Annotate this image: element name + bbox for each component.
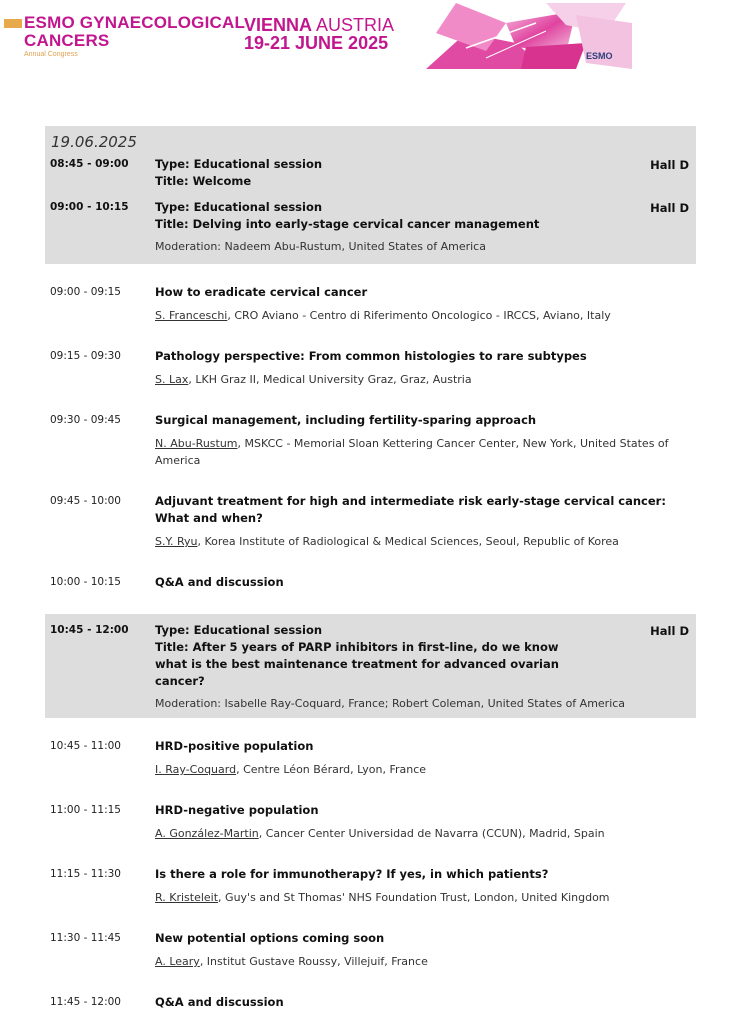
talk-time: 09:45 - 10:00 (50, 495, 121, 507)
talk-speaker (155, 761, 686, 778)
session-time: 10:45 - 12:00 (50, 624, 129, 636)
talk-details (155, 802, 686, 842)
session-details (155, 156, 632, 190)
session-row (45, 199, 696, 259)
speaker-name-link[interactable]: N. Abu-Rustum (155, 437, 238, 450)
speaker-affiliation: , Cancer Center Universidad de Navarra (CCUN), Madrid, Spain (258, 827, 605, 840)
talk-time: 09:15 - 09:30 (50, 350, 121, 362)
talk-speaker (155, 307, 686, 324)
talk-speaker (155, 825, 686, 842)
session-header-block (45, 614, 696, 718)
speaker-affiliation: , MSKCC - Memorial Sloan Kettering Cancer Center, New York, United States of America (155, 437, 669, 467)
talk-speaker (155, 533, 686, 550)
program-table (45, 126, 696, 1016)
talk-row (45, 348, 696, 412)
congress-badge-icon (4, 19, 22, 28)
speaker-affiliation: , Institut Gustave Roussy, Villejuif, France (199, 955, 428, 968)
session-details (155, 622, 592, 690)
talk-row (45, 930, 696, 994)
talk-details (155, 412, 686, 469)
session-type: Type: Educational session (155, 623, 323, 637)
talk-title: HRD-negative population (155, 803, 319, 817)
congress-subtitle: Annual Congress (24, 51, 78, 58)
talk-title: Is there a role for immunotherapy? If yes, in which patients? (155, 867, 549, 881)
venue-city: VIENNA (244, 15, 313, 35)
session-hall: Hall D (650, 158, 689, 172)
talk-speaker (155, 953, 686, 970)
talk-details (155, 348, 686, 388)
talk-time: 09:30 - 09:45 (50, 414, 121, 426)
talk-time: 10:00 - 10:15 (50, 576, 121, 588)
talk-row (45, 493, 696, 574)
speaker-name-link[interactable]: S. Franceschi (155, 309, 228, 322)
speaker-affiliation: , LKH Graz II, Medical University Graz, Graz, Austria (188, 373, 472, 386)
esmo-logo: ESMO (586, 51, 613, 61)
talk-title: Pathology perspective: From common histologies to rare subtypes (155, 349, 587, 363)
session-header-block (45, 126, 696, 264)
talk-title: Q&A and discussion (155, 995, 284, 1009)
talk-row (45, 994, 696, 1016)
venue-country: AUSTRIA (316, 15, 395, 35)
talk-time: 09:00 - 09:15 (50, 286, 121, 298)
session-type: Type: Educational session (155, 157, 323, 171)
session-title: Title: Welcome (155, 174, 252, 188)
talk-details (155, 493, 686, 550)
session-moderation: Moderation: Isabelle Ray-Coquard, France; Robert Coleman, United States of America (155, 697, 626, 710)
session-type: Type: Educational session (155, 200, 323, 214)
speaker-name-link[interactable]: S.Y. Ryu (155, 535, 198, 548)
session-details (155, 199, 632, 255)
talk-row (45, 574, 696, 612)
talk-row (45, 738, 696, 802)
talk-speaker (155, 435, 686, 469)
speaker-name-link[interactable]: R. Kristeleit (155, 891, 219, 904)
session-title: Title: Delving into early-stage cervical cancer management (155, 217, 540, 231)
session-row (45, 156, 696, 199)
session-moderation-wrap (155, 695, 686, 712)
talk-details (155, 738, 686, 778)
talk-time: 11:00 - 11:15 (50, 804, 121, 816)
talk-row (45, 284, 696, 348)
speaker-name-link[interactable]: A. González-Martin (155, 827, 259, 840)
talk-time: 11:30 - 11:45 (50, 932, 121, 944)
talk-details (155, 994, 686, 1011)
congress-banner (0, 0, 747, 72)
talk-details (155, 574, 686, 591)
speaker-name-link[interactable]: A. Leary (155, 955, 200, 968)
speaker-affiliation: , Korea Institute of Radiological & Medical Sciences, Seoul, Republic of Korea (197, 535, 619, 548)
session-hall: Hall D (650, 201, 689, 215)
congress-name-line1: ESMO GYNAECOLOGICAL (24, 13, 246, 32)
session-title: Title: After 5 years of PARP inhibitors in first-line, do we know what is the best maintenance treatment for advanced ovarian cancer? (155, 640, 559, 688)
talk-details (155, 930, 686, 970)
speaker-name-link[interactable]: S. Lax (155, 373, 189, 386)
session-hall: Hall D (650, 624, 689, 638)
talk-title: Adjuvant treatment for high and intermediate risk early-stage cervical cancer: What and when? (155, 494, 666, 525)
congress-name-line2: CANCERS (24, 31, 110, 50)
session-time: 09:00 - 10:15 (50, 201, 129, 213)
program-day-date: 19.06.2025 (51, 133, 137, 151)
talk-time: 11:15 - 11:30 (50, 868, 121, 880)
venue-dates: 19-21 JUNE 2025 (244, 33, 389, 53)
talk-title: New potential options coming soon (155, 931, 385, 945)
talk-time: 11:45 - 12:00 (50, 996, 121, 1008)
session-moderation: Moderation: Nadeem Abu-Rustum, United States of America (155, 240, 486, 253)
talk-row (45, 412, 696, 493)
session-time: 08:45 - 09:00 (50, 158, 129, 170)
speaker-affiliation: , CRO Aviano - Centro di Riferimento Oncologico - IRCCS, Aviano, Italy (227, 309, 611, 322)
speaker-name-link[interactable]: I. Ray-Coquard (155, 763, 237, 776)
talk-time: 10:45 - 11:00 (50, 740, 121, 752)
talk-details (155, 284, 686, 324)
talk-details (155, 866, 686, 906)
speaker-affiliation: , Guy's and St Thomas' NHS Foundation Trust, London, United Kingdom (218, 891, 610, 904)
talk-title: HRD-positive population (155, 739, 314, 753)
talk-speaker (155, 889, 686, 906)
talk-title: Q&A and discussion (155, 575, 284, 589)
talk-row (45, 802, 696, 866)
talk-row (45, 866, 696, 930)
speaker-affiliation: , Centre Léon Bérard, Lyon, France (236, 763, 427, 776)
talk-title: How to eradicate cervical cancer (155, 285, 368, 299)
talk-speaker (155, 371, 686, 388)
session-row (45, 622, 696, 712)
talk-title: Surgical management, including fertility-sparing approach (155, 413, 537, 427)
